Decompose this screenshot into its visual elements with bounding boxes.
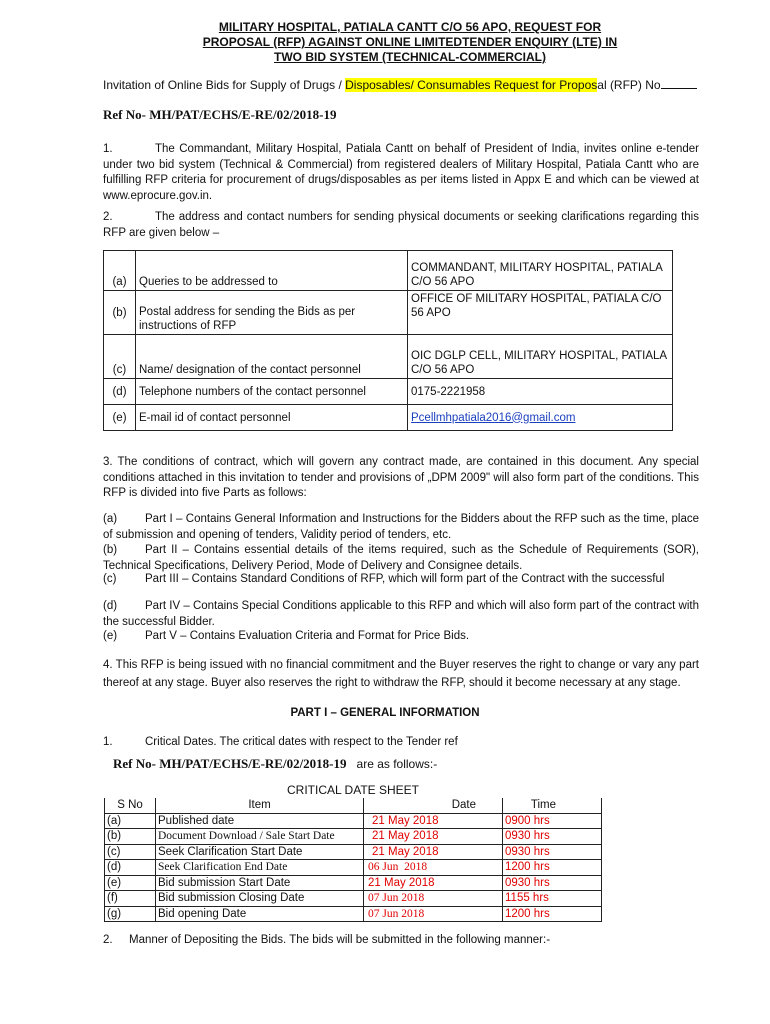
invitation-text-end: al (RFP) No [597,78,661,92]
table-row [105,875,602,891]
critical-date-sheet-title: CRITICAL DATE SHEET [286,783,420,797]
part-text: Part III – Contains Standard Conditions of RFP, which will form part of the Contract with the successful [145,573,665,585]
row-value [408,405,673,431]
column-header: Time [503,798,602,813]
row-value: 0175-2221958 [408,379,673,405]
title-line-1: MILITARY HOSPITAL, PATIALA CANTT C/O 56 APO, REQUEST FOR [218,20,602,34]
time-cell: 1200 hrs [503,906,602,922]
title-line-3: TWO BID SYSTEM (TECHNICAL-COMMERCIAL) [274,50,546,64]
part-key: (d) [103,600,118,612]
part-text: Part V – Contains Evaluation Criteria and Format for Price Bids. [145,630,470,642]
date-cell: 21 May 2018 [364,844,503,860]
part-d [103,599,699,630]
critical-ref-suffix: are as follows:- [356,757,438,771]
time-cell: 1200 hrs [503,860,602,876]
table-row [104,251,673,291]
column-header: Date [364,798,503,813]
date-cell: 21 May 2018 [364,829,503,845]
date-cell: 07 Jun 2018 [364,906,503,922]
contact-details-table [103,250,673,431]
critical-ref-number: Ref No- MH/PAT/ECHS/E-RE/02/2018-19 [113,756,347,771]
sno-cell: (c) [105,844,156,860]
critical-ref-line [113,756,437,772]
time-cell: 0900 hrs [503,813,602,829]
part-a [103,512,699,543]
title-line-2: PROPOSAL (RFP) AGAINST ONLINE LIMITEDTENDER ENQUIRY (LTE) IN [202,35,618,49]
table-row [105,906,602,922]
email-link[interactable]: Pcellmhpatiala2016@gmail.com [411,411,576,424]
critical-dates-table [104,798,602,922]
item-cell: Document Download / Sale Start Date [156,829,364,845]
row-key: (b) [104,291,136,335]
row-value: COMMANDANT, MILITARY HOSPITAL, PATIALA C/O 56 APO [408,251,673,291]
table-row [105,829,602,845]
sno-cell: (e) [105,875,156,891]
row-label: E-mail id of contact personnel [136,405,408,431]
sno-cell: (d) [105,860,156,876]
paragraph-number: 2. [103,211,113,223]
table-header-row [105,798,602,813]
paragraph-manner [103,934,550,946]
item-cell: Bid submission Closing Date [156,891,364,907]
row-label: Postal address for sending the Bids as per instructions of RFP [136,291,408,335]
paragraph-text: Critical Dates. The critical dates with respect to the Tender ref [145,736,458,748]
sno-cell: (b) [105,829,156,845]
date-cell: 21 May 2018 [364,875,503,891]
column-header: S No [105,798,156,813]
row-value: OFFICE OF MILITARY HOSPITAL, PATIALA C/O 56 APO [408,291,673,335]
section-title: PART I – GENERAL INFORMATION [290,707,480,719]
item-cell: Seek Clarification End Date [156,860,364,876]
column-header: Item [156,798,364,813]
table-row [104,405,673,431]
part-e [103,629,699,645]
invitation-highlight: Disposables/ Consumables Request for Propos [345,78,598,92]
invitation-line [103,78,697,92]
item-cell: Seek Clarification Start Date [156,844,364,860]
document-title [150,20,670,65]
part-key: (e) [103,630,118,642]
paragraph-number: 1. [103,736,113,748]
table-row [105,813,602,829]
part-key: (c) [103,573,117,585]
critical-dates-paragraph [103,735,699,751]
paragraph-number: 1. [103,143,113,155]
table-row [104,335,673,379]
row-label: Telephone numbers of the contact personnel [136,379,408,405]
sno-cell: (f) [105,891,156,907]
paragraph-1 [103,142,699,204]
item-cell: Bid submission Start Date [156,875,364,891]
row-label: Name/ designation of the contact personnel [136,335,408,379]
paragraph-3: 3. The conditions of contract, which will govern any contract made, are contained in this document. Any special conditions attached in this invitation to tender and provisions of „DPM 2009" will also form part of the conditions. This RFP is divided into five Parts as follows: [103,456,699,499]
row-key: (d) [104,379,136,405]
part-text: Part I – Contains General Information and Instructions for the Bidders about the RFP such as the time, place of submission and opening of tenders, Validity period of tenders, etc. [103,513,699,541]
paragraph-text: The address and contact numbers for sending physical documents or seeking clarifications regarding this RFP are given below – [103,211,699,239]
paragraph-text: The Commandant, Military Hospital, Patiala Cantt on behalf of President of India, invites online e-tender under two bid system (Technical & Commercial) from registered dealers of Military Hospital, Patiala Cantt who are fulfilling RFP criteria for procurement of drugs/disposables as per items listed in Appx E and which can be viewed at www.eprocure.gov.in. [103,143,699,202]
reference-number: Ref No- MH/PAT/ECHS/E-RE/02/2018-19 [103,107,337,122]
part-c [103,572,699,588]
row-key: (a) [104,251,136,291]
table-row [105,860,602,876]
part-b [103,543,699,574]
item-cell: Bid opening Date [156,906,364,922]
row-key: (c) [104,335,136,379]
table-row [105,844,602,860]
sno-cell: (a) [105,813,156,829]
part-key: (a) [103,513,118,525]
table-row [105,891,602,907]
part-text: Part II – Contains essential details of the items required, such as the Schedule of Requirements (SOR), Technical Specifications, Delivery Period, Mode of Delivery and Consignee details. [103,544,699,572]
date-cell: 07 Jun 2018 [364,891,503,907]
table-row [104,291,673,335]
row-label: Queries to be addressed to [136,251,408,291]
date-cell: 21 May 2018 [364,813,503,829]
date-cell: 06 Jun 2018 [364,860,503,876]
row-value: OIC DGLP CELL, MILITARY HOSPITAL, PATIALA C/O 56 APO [408,335,673,379]
table-row [104,379,673,405]
paragraph-text: Manner of Depositing the Bids. The bids will be submitted in the following manner:- [129,934,551,946]
row-key: (e) [104,405,136,431]
item-cell: Published date [156,813,364,829]
paragraph-number: 2. [103,934,113,946]
invitation-text: Invitation of Online Bids for Supply of Drugs / [103,78,346,92]
paragraph-4: 4. This RFP is being issued with no financial commitment and the Buyer reserves the right to change or vary any part thereof at any stage. Buyer also reserves the right to withdraw the RFP, should it become necessary at any stage. [103,659,699,689]
paragraph-2 [103,210,699,241]
time-cell: 0930 hrs [503,844,602,860]
time-cell: 1155 hrs [503,891,602,907]
time-cell: 0930 hrs [503,829,602,845]
time-cell: 0930 hrs [503,875,602,891]
part-text: Part IV – Contains Special Conditions applicable to this RFP and which will also form part of the contract with the successful Bidder. [103,600,699,628]
part-key: (b) [103,544,118,556]
sno-cell: (g) [105,906,156,922]
